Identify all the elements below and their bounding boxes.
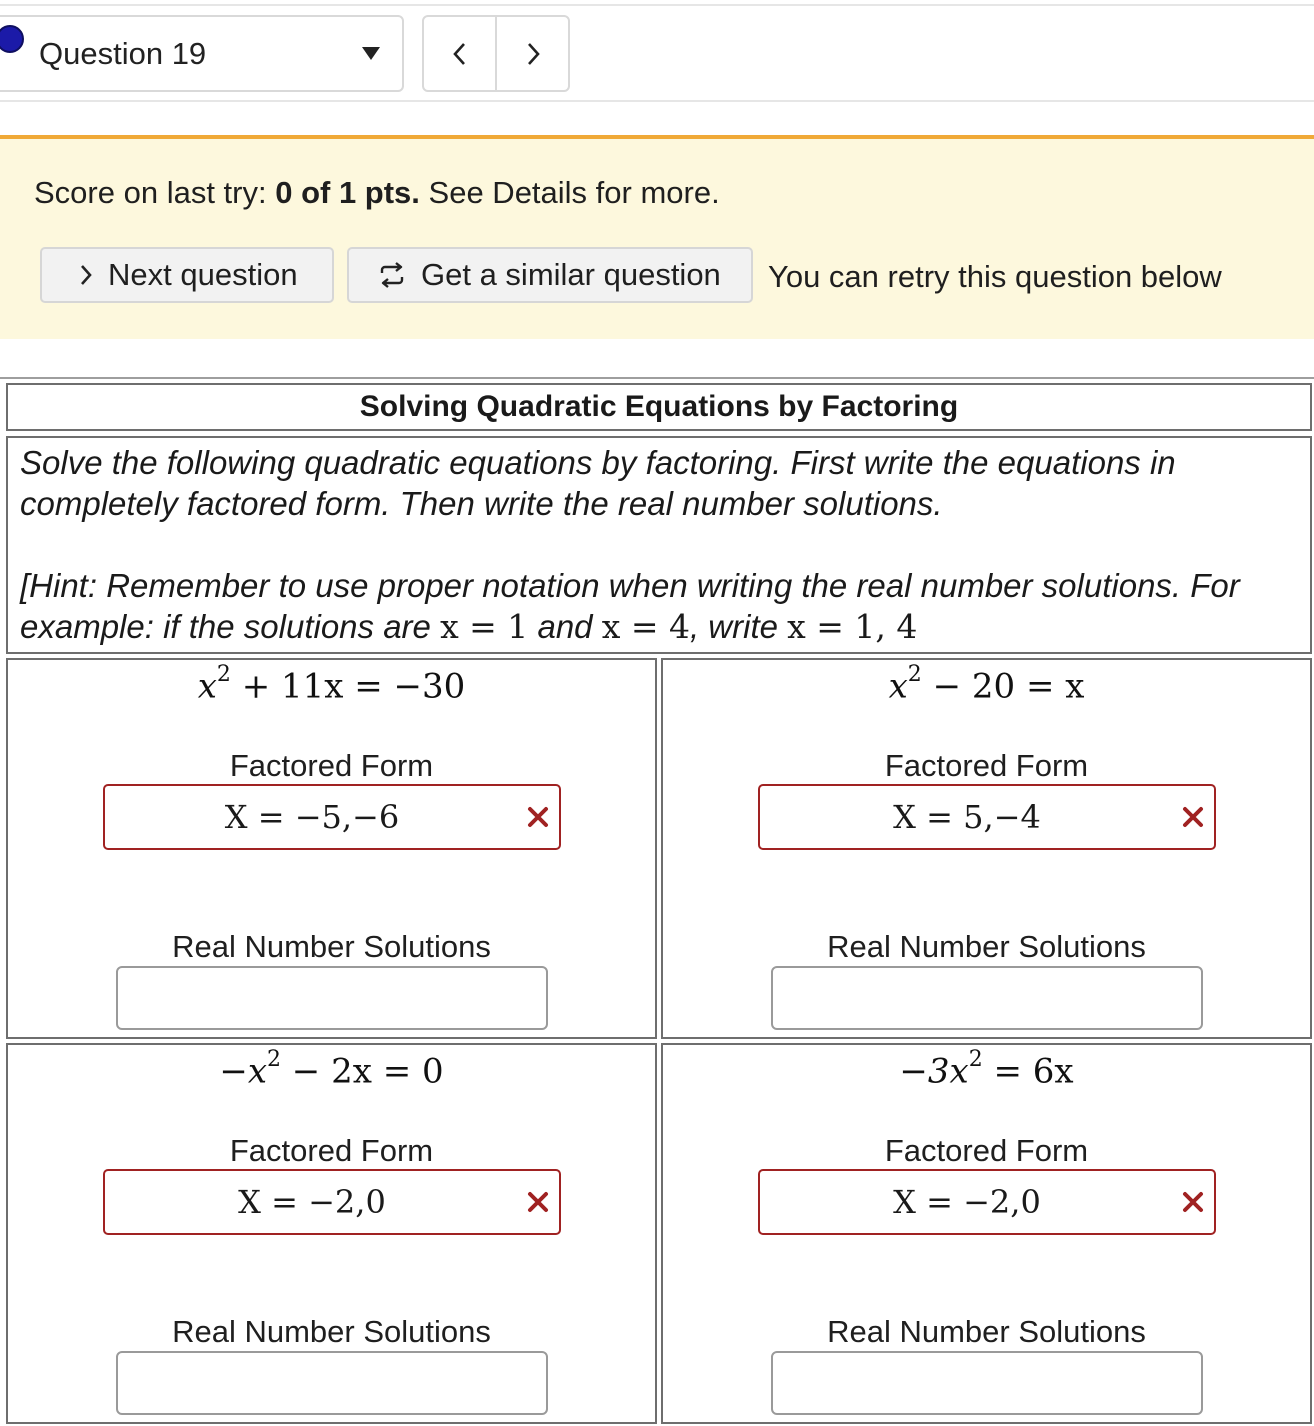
problem-cell-2 (661, 658, 1312, 1039)
problem-cell-3 (6, 1043, 657, 1424)
score-banner (0, 135, 1314, 339)
factored-form-input[interactable] (103, 784, 561, 850)
hint-example-1: x = 1 (440, 607, 529, 646)
factored-form-value: X = −2,0 (893, 1183, 1041, 1221)
factored-form-input[interactable] (758, 784, 1216, 850)
question-label: Question 19 (39, 36, 207, 71)
factored-form-input[interactable] (103, 1169, 561, 1235)
hint-write: , write (689, 608, 788, 645)
real-solutions-label: Real Number Solutions (827, 1314, 1146, 1349)
incorrect-x-icon (527, 806, 549, 828)
problem-cell-4 (661, 1043, 1312, 1424)
factored-form-label: Factored Form (884, 1133, 1089, 1168)
factored-form-input[interactable] (758, 1169, 1216, 1235)
instructions-box (6, 436, 1312, 654)
chevron-right-icon (78, 263, 94, 287)
next-question-label: Next question (108, 257, 298, 292)
problem-cell-1 (6, 658, 657, 1039)
problem-equation: $x^2 + 11x = -30$ (197, 662, 466, 707)
factored-form-label: Factored Form (884, 748, 1089, 783)
hint-and: and (528, 608, 602, 645)
score-prefix: Score on last try: (34, 175, 276, 210)
problem-equation: $-3x^2 = 6x$ (899, 1047, 1074, 1092)
caret-down-icon (362, 47, 380, 60)
factored-form-value: X = 5,−4 (893, 798, 1041, 836)
real-solutions-label: Real Number Solutions (827, 929, 1146, 964)
score-value: 0 of 1 pts. (275, 175, 420, 210)
repeat-icon (377, 260, 407, 290)
similar-question-label: Get a similar question (421, 257, 721, 292)
instructions-text: Solve the following quadratic equations by factoring. First write the equations in completely factored form. Then write the real number solutions. (20, 444, 1176, 522)
problem-equation: $x^2 - 20 = x$ (888, 662, 1085, 707)
navigator-divider (0, 100, 1314, 102)
previous-question-button[interactable] (424, 17, 495, 90)
factored-form-label: Factored Form (229, 748, 434, 783)
factored-form-value: X = −2,0 (238, 1183, 386, 1221)
next-question-arrow-button[interactable] (495, 17, 568, 90)
hint-example-3: x = 1, 4 (787, 607, 918, 646)
incorrect-x-icon (1182, 1191, 1204, 1213)
exercise-title-box (6, 383, 1312, 431)
factored-form-label: Factored Form (229, 1133, 434, 1168)
factored-form-value: X = −5,−6 (224, 798, 400, 836)
real-solutions-input[interactable] (116, 1351, 548, 1415)
question-selector[interactable] (0, 15, 404, 92)
real-solutions-label: Real Number Solutions (172, 929, 491, 964)
chevron-right-icon (523, 40, 543, 68)
score-text (34, 175, 720, 211)
incorrect-x-icon (527, 1191, 549, 1213)
retry-message: You can retry this question below (768, 259, 1222, 294)
hint-text (20, 565, 1298, 647)
chevron-left-icon (450, 40, 470, 68)
real-solutions-input[interactable] (771, 966, 1203, 1030)
hint-example-2: x = 4 (601, 607, 690, 646)
real-solutions-input[interactable] (771, 1351, 1203, 1415)
exercise-title: Solving Quadratic Equations by Factoring (359, 390, 959, 423)
question-pager (422, 15, 570, 92)
incorrect-x-icon (1182, 806, 1204, 828)
top-divider (0, 4, 1314, 6)
real-solutions-label: Real Number Solutions (172, 1314, 491, 1349)
exercise-divider (0, 377, 1314, 379)
problem-equation: $-x^2 - 2x = 0$ (219, 1047, 444, 1092)
hint-prefix: [Hint: Remember to use proper notation when writing the real number solutions. For example: if the solutions are (20, 567, 1240, 645)
score-suffix: See Details for more. (419, 175, 720, 210)
real-solutions-input[interactable] (116, 966, 548, 1030)
next-question-button[interactable] (40, 247, 334, 303)
similar-question-button[interactable] (347, 247, 753, 303)
